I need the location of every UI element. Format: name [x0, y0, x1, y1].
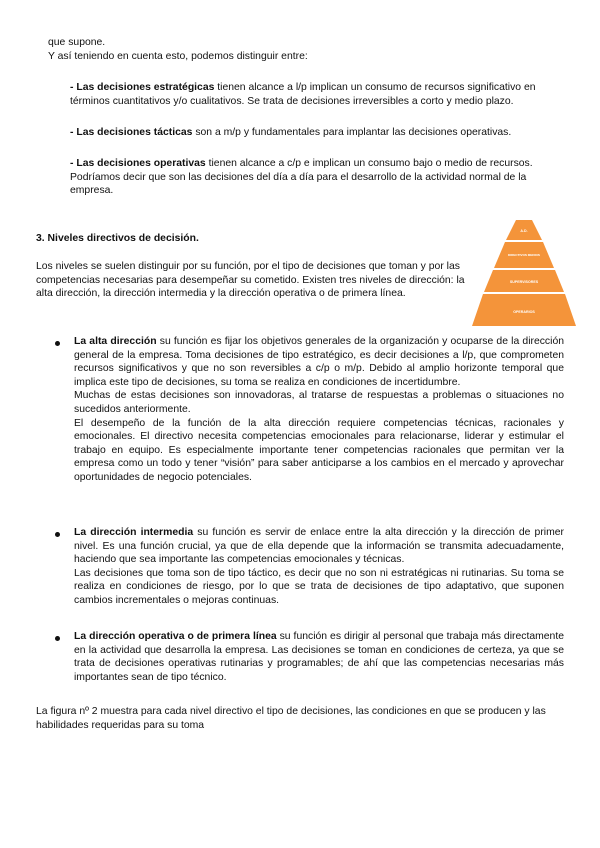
decision-strategic-text: tienen alcance a l/p implican un consumo de recursos significativo en términos cuantitativos y/o cualitativos. Se trata de decisiones irreversibles a corto y medio plazo. [70, 82, 536, 107]
level-top-text-1: su función es fijar los objetivos generales de la organización y ocuparse de la dirección general de la empresa. Toma decisiones de tipo estratégico, es decir decisiones a l/p, que comprometen recursos significativos y que no son reversibles a c/p o m/p. Debido al amplio horizonte temporal que implica este tipo de decisiones, su toma se realiza en condiciones de incertidumbre. [74, 336, 564, 388]
pyramid-label-3: SUPERVISORES [509, 280, 539, 284]
section-intro: Los niveles se suelen distinguir por su función, por el tipo de decisiones que toman y por las competencias necesarias para desempeñar su cometido. Existen tres niveles de dirección: la alta dirección, la dirección intermedia y la dirección operativa o de primera línea. [36, 261, 465, 300]
intro-line-1: que supone. [48, 37, 106, 48]
pyramid-label-base: OPERARIOS [513, 310, 535, 314]
bullet-dot [55, 341, 60, 346]
level-middle-term: La dirección intermedia [74, 527, 194, 538]
section-heading: 3. Niveles directivos de decisión. [36, 233, 199, 244]
directive-levels-pyramid [472, 220, 576, 326]
pyramid-label-2: DIRECTIVOS MEDIOS [508, 253, 540, 257]
bullet-dot [55, 636, 60, 641]
decision-operative-text: tienen alcance a c/p e implican un consumo bajo o medio de recursos. Podríamos decir que son las decisiones del día a día para el desarrollo de la actividad normal de la empresa. [70, 158, 533, 197]
intro-line-2: Y así teniendo en cuenta esto, podemos distinguir entre: [48, 51, 308, 62]
level-top-term: La alta dirección [74, 336, 157, 347]
pyramid-label-top: A.D. [520, 229, 528, 233]
decision-tactical-text: son a m/p y fundamentales para implantar las decisiones operativas. [192, 127, 512, 138]
level-operational-term: La dirección operativa o de primera línea [74, 631, 277, 642]
closing-paragraph: La figura nº 2 muestra para cada nivel directivo el tipo de decisiones, las condiciones en que se producen y las habilidades requeridas para su toma [36, 706, 546, 731]
bullet-dot [55, 532, 60, 537]
level-top-para-1 [74, 335, 564, 389]
level-operational-para-1 [74, 630, 564, 684]
level-operational-text-1: su función es dirigir al personal que trabaja más directamente en la actividad que desarrolla la empresa. Las decisiones se toman en condiciones de certeza, ya que se trata de decisiones operativas rutinarias y programables; de ahí que las competencias necesarias más importantes sean de tipo técnico. [74, 631, 564, 683]
level-middle-para-1 [74, 526, 564, 567]
level-top-management [74, 335, 564, 485]
level-top-para-2: Muchas de estas decisiones son innovadoras, al tratarse de respuestas a problemas o situaciones no sucedidos anteriormente. [74, 390, 564, 415]
decision-operative-term: - Las decisiones operativas [70, 158, 206, 169]
level-middle-management [74, 526, 564, 608]
decision-strategic [70, 81, 560, 108]
level-middle-text-1: su función es servir de enlace entre la alta dirección y la dirección de primer nivel. Es una función crucial, ya que de ella depende que la información se transmita adecuadamente, haciendo que sea importante las competencias emocionales y técnicas. [74, 527, 564, 566]
level-top-para-3: El desempeño de la función de la alta dirección requiere competencias técnicas, racionales y emocionales. El directivo necesita competencias emocionales para relacionarse, liderar y estimular el trabajo en equipo. Es especialmente importante tener competencias racionales que permitan ver la empresa como un todo y tener “visión” para saber anticiparse a los cambios en el mercado y aprovechar oportunidades de negocio potenciales. [74, 417, 564, 483]
decision-strategic-term: - Las decisiones estratégicas [70, 82, 215, 93]
level-middle-para-2: Las decisiones que toma son de tipo táctico, es decir que no son ni estratégicas ni rutinarias. Su toma se realiza en condiciones de riesgo, por lo que se trata de decisiones de tipo adaptativo, que suponen cambios incrementales o mejoras continuas. [74, 567, 564, 606]
level-operational-management [74, 630, 564, 684]
decision-operative [70, 157, 560, 198]
decision-tactical [70, 126, 560, 140]
decision-tactical-term: - Las decisiones tácticas [70, 127, 193, 138]
